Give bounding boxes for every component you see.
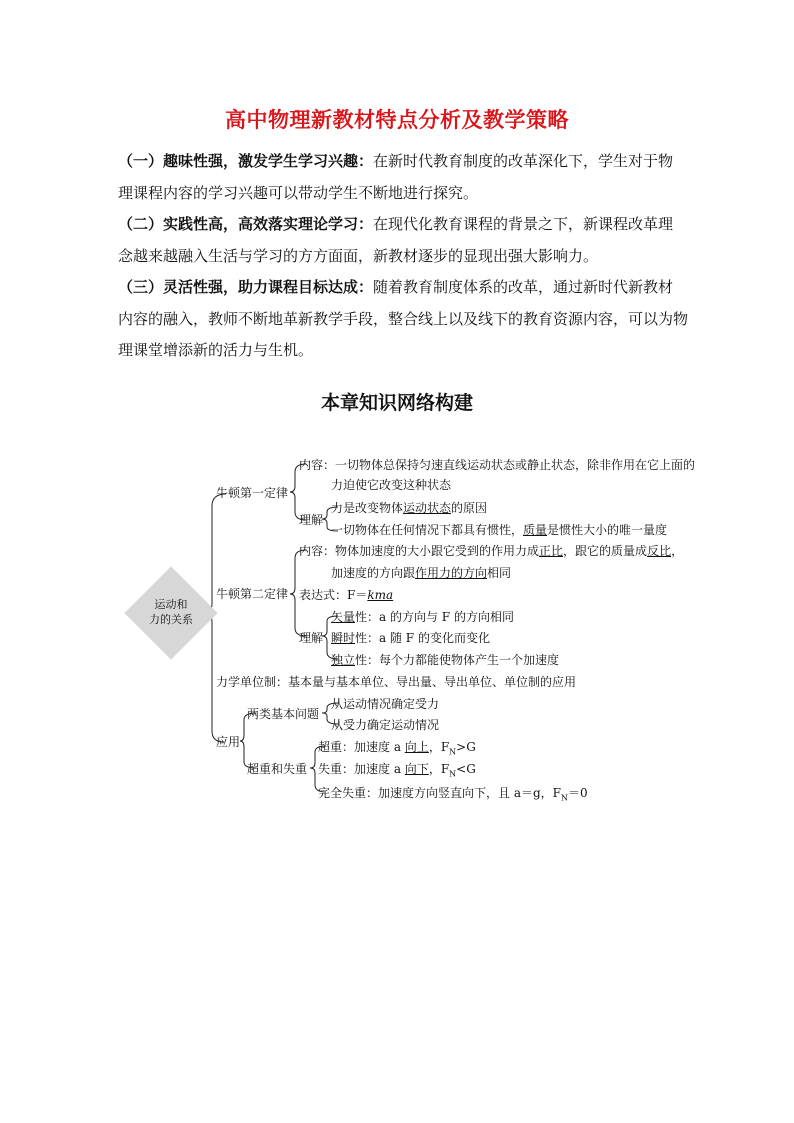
text: ，F [428,740,450,754]
overweight [318,739,476,760]
node-two-problems: 两类基本问题 [247,707,320,721]
text: F＝ [347,588,368,602]
text: 相同 [487,566,512,580]
key: 反比 [647,544,672,558]
law2-independent [331,652,559,668]
paragraph-body: 在现代化教育课程的背景之下，新课程改革理念越来越融入生活与学习的方方面面，新教材逐步的显现出强大影响力。 [118,215,674,265]
node-newton-first-law: 牛顿第一定律 [216,486,289,500]
key: 质量 [523,523,548,537]
text: 一切物体在任何情况下都具有惯性， [331,523,524,537]
label: 内容： [299,458,336,472]
law1-understand-label: 理解 [299,513,324,527]
text: 超重：加速度 a [318,740,405,754]
subscript: N [561,793,568,803]
text: 一切物体总保持匀速直线运动状态或静止状态，除非作用在它上面的 [335,458,696,472]
text: ， [671,544,684,558]
underweight [318,761,476,782]
text: ，F [428,762,450,776]
node-newton-second-law: 牛顿第二定律 [216,587,289,601]
key: 向下 [404,762,429,776]
key: 独立 [331,653,356,667]
subscript: N [449,747,457,757]
node-unit-system: 力学单位制：基本量与基本单位、导出量、导出单位、单位制的应用 [216,675,577,689]
text: 物体加速度的大小跟它受到的作用力成 [335,544,540,558]
key: 运动状态 [403,501,452,515]
page-title: 高中物理新教材特点分析及教学策略 [225,108,569,132]
paragraph-heading: （一）趣味性强，激发学生学习兴趣： [118,152,374,170]
law2-instant [331,630,490,646]
key: 作用力的方向 [415,566,488,580]
formula: a＝g，F [513,786,561,800]
paragraph-heading: （二）实践性高，高效落实理论学习： [118,215,374,233]
text: 性：a 的方向与 F 的方向相同 [355,610,514,624]
text: 性：每个力都能使物体产生一个加速度 [355,653,560,667]
weightless [318,785,588,806]
law1-understand-1 [331,500,487,516]
subscript: N [449,769,457,779]
text: 性：a 随 F 的变化而变化 [355,631,490,645]
paragraph-body: 在新时代教育制度的改革深化下，学生对于物理课程内容的学习兴趣可以带动学生不断地进行探究。 [118,152,674,202]
law2-vector [331,609,514,625]
text: <G [456,762,476,776]
formula: kma [367,588,394,602]
law2-content-line2 [331,565,511,581]
law2-content [299,543,683,559]
law1-content-line2: 力迫使它改变这种状态 [331,478,452,492]
key: 向上 [404,740,429,754]
root-label-line1: 运动和 [154,598,188,611]
label: 内容： [299,544,336,558]
key: 矢量 [331,610,356,624]
paragraph-body: 随着教育制度体系的改革，通过新时代新教材内容的融入，教师不断地革新教学手段，整合线上以及线下的教育资源内容，可以为物理课堂增添新的活力与生机。 [118,278,689,359]
paragraph-heading: （三）灵活性强，助力课程目标达成： [118,278,374,296]
law1-content [299,457,695,473]
text: ＝0 [568,786,588,800]
text: ，跟它的质量成 [563,544,648,558]
text: 完全失重：加速度方向竖直向下，且 [318,786,514,800]
problem-2: 从受力确定运动情况 [331,718,440,732]
root-node [126,597,216,627]
key: 正比 [539,544,564,558]
root-label-line2: 力的关系 [149,613,193,626]
key: 瞬时 [331,631,356,645]
label: 表达式： [299,588,348,602]
law2-expression [299,587,393,603]
node-application: 应用 [216,735,241,749]
law1-understand-2 [331,522,667,538]
text: 是惯性大小的唯一量度 [547,523,668,537]
problem-1: 从运动情况确定受力 [331,697,440,711]
knowledge-map-title: 本章知识网络构建 [320,392,473,414]
text: 失重：加速度 a [318,762,405,776]
text: 的原因 [451,501,488,515]
text: >G [456,740,476,754]
text: 加速度的方向跟 [331,566,416,580]
law2-understand-label: 理解 [299,631,324,645]
node-over-under-weight: 超重和失重 [247,762,308,776]
text: 力是改变物体 [331,501,404,515]
